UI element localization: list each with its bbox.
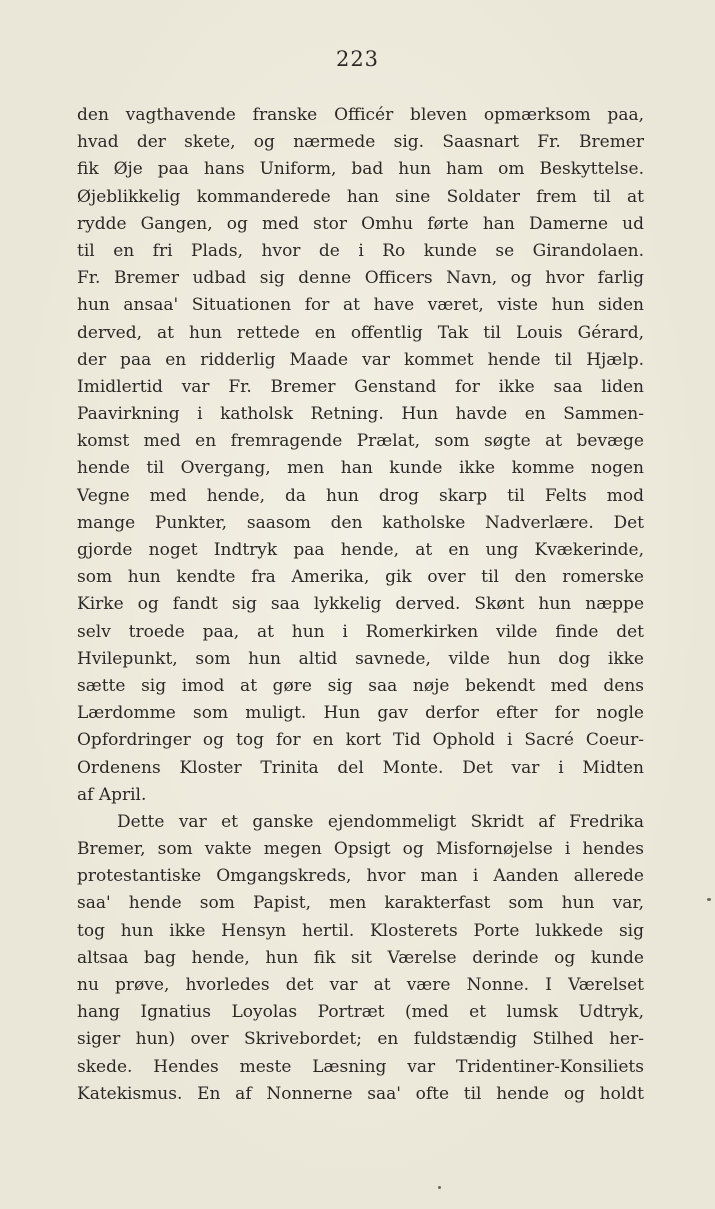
paper-speck — [438, 1186, 441, 1189]
text-line: hvad der skete, og nærmede sig. Saasnart Fr. Bremer — [77, 132, 644, 153]
page-number: 223 — [335, 47, 380, 71]
text-line: Vegne med hende, da hun drog skarp til Felts mod — [77, 485, 644, 506]
text-line: gjorde noget Indtryk paa hende, at en ung Kvækerinde, — [77, 540, 644, 560]
text-line: mange Punkter, saasom den katholske Nadverlære. Det — [77, 512, 644, 533]
text-line: siger hun) over Skrivebordet; en fuldstændig Stilhed her- — [77, 1029, 644, 1050]
text-line: nu prøve, hvorledes det var at være Nonne. I Værelset — [77, 975, 644, 995]
text-line: hende til Overgang, men han kunde ikke komme nogen — [77, 458, 644, 479]
text-line: selv troede paa, at hun i Romerkirken vilde finde det — [77, 621, 644, 642]
text-line: fik Øje paa hans Uniform, bad hun ham om Beskyttelse. — [77, 159, 644, 180]
text-line: protestantiske Omgangskreds, hvor man i Aanden allerede — [77, 866, 644, 887]
text-line: rydde Gangen, og med stor Omhu førte han Damerne ud — [77, 213, 644, 234]
text-line: komst med en fremragende Prælat, som søgte at bevæge — [77, 431, 644, 452]
text-line: altsaa bag hende, hun fik sit Værelse derinde og kunde — [77, 947, 644, 968]
text-line: Hvilepunkt, som hun altid savnede, vilde hun dog ikke — [77, 648, 644, 669]
text-line: saa' hende som Papist, men karakterfast som hun var, — [77, 893, 644, 914]
text-line: som hun kendte fra Amerika, gik over til den romerske — [77, 567, 644, 588]
text-line: Paavirkning i katholsk Retning. Hun havde en Sammen- — [77, 404, 644, 425]
text-line: Fr. Bremer udbad sig denne Officers Navn, og hvor farlig — [77, 268, 644, 289]
text-line: tog hun ikke Hensyn hertil. Klosterets Porte lukkede sig — [77, 920, 644, 941]
text-line: af April. — [77, 784, 147, 805]
body-text — [77, 102, 644, 1108]
text-line: der paa en ridderlig Maade var kommet hende til Hjælp. — [77, 349, 644, 370]
text-line: den vagthavende franske Officér bleven opmærksom paa, — [77, 105, 644, 125]
text-line: Kirke og fandt sig saa lykkelig derved. Skønt hun næppe — [77, 594, 644, 615]
text-line: Bremer, som vakte megen Opsigt og Misfornøjelse i hendes — [77, 839, 644, 860]
text-line: Opfordringer og tog for en kort Tid Ophold i Sacré Coeur- — [77, 730, 644, 751]
text-line: derved, at hun rettede en offentlig Tak til Louis Gérard, — [77, 322, 644, 343]
text-line: Katekismus. En af Nonnerne saa' ofte til hende og holdt — [77, 1083, 644, 1104]
text-line: skede. Hendes meste Læsning var Tridentiner-Konsiliets — [77, 1056, 644, 1077]
text-line: Imidlertid var Fr. Bremer Genstand for ikke saa liden — [77, 376, 644, 397]
text-line: Lærdomme som muligt. Hun gav derfor efter for nogle — [77, 703, 644, 724]
text-line: til en fri Plads, hvor de i Ro kunde se Girandolaen. — [77, 240, 644, 261]
text-line: hun ansaa' Situationen for at have været, viste hun siden — [77, 295, 644, 316]
text-line: sætte sig imod at gøre sig saa nøje bekendt med dens — [77, 675, 644, 696]
text-line: Dette var et ganske ejendommeligt Skridt af Fredrika — [117, 811, 644, 832]
paper-speck — [707, 898, 711, 901]
text-line: Øjeblikkelig kommanderede han sine Soldater frem til at — [77, 186, 644, 207]
text-line: Ordenens Kloster Trinita del Monte. Det var i Midten — [77, 757, 644, 778]
text-line: hang Ignatius Loyolas Portræt (med et lumsk Udtryk, — [77, 1002, 644, 1023]
